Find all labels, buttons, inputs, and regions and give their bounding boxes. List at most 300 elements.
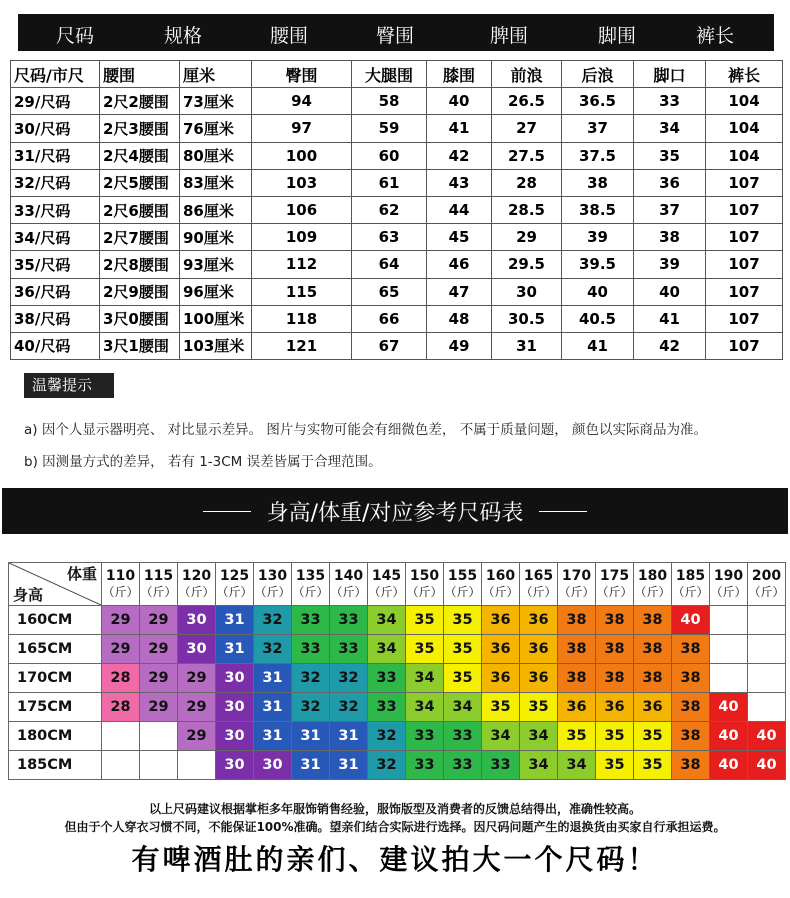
size-cell xyxy=(102,722,140,751)
table-cell: 32/尺码 xyxy=(11,169,100,196)
weight-value: 190 xyxy=(713,568,744,584)
weight-unit: （斤） xyxy=(520,585,557,599)
size-cell: 38 xyxy=(596,664,634,693)
table-row xyxy=(11,251,783,278)
size-cell: 36 xyxy=(520,606,558,635)
weight-unit: （斤） xyxy=(558,585,595,599)
table-cell: 45 xyxy=(427,224,492,251)
size-cell: 34 xyxy=(520,722,558,751)
weight-unit: （斤） xyxy=(596,585,633,599)
size-cell: 32 xyxy=(292,693,330,722)
weight-value: 180 xyxy=(637,568,668,584)
weight-unit: （斤） xyxy=(482,585,519,599)
size-cell: 34 xyxy=(482,722,520,751)
height-label-cell: 170CM xyxy=(9,664,102,693)
size-cell: 38 xyxy=(558,635,596,664)
footer-line-2: 但由于个人穿衣习惯不同，不能保证100%准确。望亲们结合实际进行选择。因尺码问题产生的退换货由买家自行承担运费。 xyxy=(64,820,726,834)
table-cell: 37 xyxy=(634,196,706,223)
size-cell: 33 xyxy=(444,722,482,751)
weight-value: 170 xyxy=(561,568,592,584)
weight-unit: （斤） xyxy=(254,585,291,599)
table-cell: 41 xyxy=(427,115,492,142)
size-cell: 33 xyxy=(292,635,330,664)
size-cell: 35 xyxy=(406,635,444,664)
table-cell: 66 xyxy=(352,305,427,332)
size-cell: 38 xyxy=(558,664,596,693)
table-cell: 44 xyxy=(427,196,492,223)
table-cell: 41 xyxy=(562,332,634,359)
size-cell: 29 xyxy=(178,722,216,751)
weight-header xyxy=(406,563,444,606)
weight-value: 165 xyxy=(523,568,554,584)
table-cell: 2尺2腰围 xyxy=(100,88,180,115)
table-cell: 39 xyxy=(634,251,706,278)
size-cell: 34 xyxy=(444,693,482,722)
weight-value: 140 xyxy=(333,568,364,584)
column-header: 大腿围 xyxy=(352,61,427,88)
table-cell: 63 xyxy=(352,224,427,251)
size-cell: 34 xyxy=(406,664,444,693)
weight-header xyxy=(330,563,368,606)
table-cell: 62 xyxy=(352,196,427,223)
divider-line xyxy=(203,511,251,512)
table-cell: 41 xyxy=(634,305,706,332)
weight-value: 110 xyxy=(105,568,136,584)
size-cell: 38 xyxy=(634,606,672,635)
table-cell: 28.5 xyxy=(492,196,562,223)
size-cell xyxy=(710,635,748,664)
table-cell: 38/尺码 xyxy=(11,305,100,332)
size-cell: 38 xyxy=(672,751,710,780)
table-cell: 43 xyxy=(427,169,492,196)
weight-unit: （斤） xyxy=(444,585,481,599)
table-cell: 48 xyxy=(427,305,492,332)
table-cell: 47 xyxy=(427,278,492,305)
height-label-cell: 165CM xyxy=(9,635,102,664)
table-cell: 42 xyxy=(427,142,492,169)
size-cell: 36 xyxy=(482,635,520,664)
weight-header xyxy=(140,563,178,606)
table-cell: 2尺3腰围 xyxy=(100,115,180,142)
weight-unit: （斤） xyxy=(178,585,215,599)
table-row xyxy=(11,278,783,305)
size-cell: 29 xyxy=(178,693,216,722)
size-cell: 29 xyxy=(140,693,178,722)
weight-unit: （斤） xyxy=(368,585,405,599)
table-cell: 35/尺码 xyxy=(11,251,100,278)
header-item: 脚围 xyxy=(598,25,637,47)
table-cell: 27.5 xyxy=(492,142,562,169)
weight-unit: （斤） xyxy=(748,585,785,599)
size-cell xyxy=(140,722,178,751)
weight-header xyxy=(254,563,292,606)
size-cell: 35 xyxy=(444,635,482,664)
table-cell: 107 xyxy=(706,278,783,305)
weight-value: 185 xyxy=(675,568,706,584)
table-cell: 35 xyxy=(634,142,706,169)
column-header: 腰围 xyxy=(100,61,180,88)
size-table xyxy=(10,60,783,360)
table-cell: 30.5 xyxy=(492,305,562,332)
table-cell: 107 xyxy=(706,305,783,332)
size-cell: 38 xyxy=(672,635,710,664)
header-item: 裤长 xyxy=(696,25,735,47)
footer-line-1: 以上尺码建议根据掌柜多年服饰销售经验，服饰版型及消费者的反馈总结得出，准确性较高。 xyxy=(148,802,641,816)
table-row xyxy=(11,142,783,169)
size-cell: 29 xyxy=(178,664,216,693)
table-cell: 30/尺码 xyxy=(11,115,100,142)
table-row xyxy=(11,332,783,359)
size-cell: 30 xyxy=(216,751,254,780)
header-item: 臀围 xyxy=(376,25,415,47)
column-header: 前浪 xyxy=(492,61,562,88)
table-cell: 80厘米 xyxy=(180,142,252,169)
table-cell: 73厘米 xyxy=(180,88,252,115)
size-cell: 30 xyxy=(178,606,216,635)
table-cell: 104 xyxy=(706,115,783,142)
weight-value: 150 xyxy=(409,568,440,584)
table-cell: 97 xyxy=(252,115,352,142)
table-cell: 112 xyxy=(252,251,352,278)
table-cell: 33/尺码 xyxy=(11,196,100,223)
table-cell: 2尺7腰围 xyxy=(100,224,180,251)
size-cell: 38 xyxy=(672,664,710,693)
size-cell: 33 xyxy=(444,751,482,780)
column-header: 裤长 xyxy=(706,61,783,88)
table-cell: 40 xyxy=(562,278,634,305)
size-cell: 31 xyxy=(254,693,292,722)
size-cell: 31 xyxy=(216,635,254,664)
weight-header xyxy=(178,563,216,606)
table-cell: 58 xyxy=(352,88,427,115)
size-cell: 29 xyxy=(102,635,140,664)
weight-value: 115 xyxy=(143,568,174,584)
table-cell: 107 xyxy=(706,251,783,278)
size-cell: 29 xyxy=(102,606,140,635)
table-cell: 33 xyxy=(634,88,706,115)
table-cell: 65 xyxy=(352,278,427,305)
size-cell: 33 xyxy=(406,751,444,780)
size-cell: 30 xyxy=(254,751,292,780)
table-cell: 2尺5腰围 xyxy=(100,169,180,196)
column-header: 臀围 xyxy=(252,61,352,88)
height-row xyxy=(9,751,786,780)
table-cell: 2尺9腰围 xyxy=(100,278,180,305)
table-cell: 121 xyxy=(252,332,352,359)
size-cell: 30 xyxy=(216,664,254,693)
table-cell: 107 xyxy=(706,196,783,223)
size-cell: 33 xyxy=(368,664,406,693)
table-cell: 38.5 xyxy=(562,196,634,223)
size-cell: 33 xyxy=(406,722,444,751)
size-cell: 32 xyxy=(368,722,406,751)
size-cell: 38 xyxy=(634,635,672,664)
table-row xyxy=(11,169,783,196)
tips-title: 温馨提示 xyxy=(24,373,114,398)
size-cell xyxy=(140,751,178,780)
size-cell: 40 xyxy=(710,722,748,751)
size-cell: 35 xyxy=(520,693,558,722)
table-cell: 40 xyxy=(634,278,706,305)
table-cell: 60 xyxy=(352,142,427,169)
size-cell: 35 xyxy=(444,606,482,635)
weight-header xyxy=(596,563,634,606)
table-cell: 26.5 xyxy=(492,88,562,115)
reference-title-bar xyxy=(2,488,788,534)
size-cell: 29 xyxy=(140,664,178,693)
weight-header xyxy=(216,563,254,606)
size-cell: 38 xyxy=(558,606,596,635)
height-row xyxy=(9,722,786,751)
slogan: 有啤酒肚的亲们、建议拍大一个尺码！ xyxy=(131,843,659,876)
size-cell: 35 xyxy=(558,722,596,751)
weight-header xyxy=(482,563,520,606)
table-row xyxy=(11,88,783,115)
table-cell: 100厘米 xyxy=(180,305,252,332)
weight-value: 135 xyxy=(295,568,326,584)
weight-header xyxy=(444,563,482,606)
table-cell: 29 xyxy=(492,224,562,251)
size-cell: 40 xyxy=(748,722,786,751)
table-cell: 2尺8腰围 xyxy=(100,251,180,278)
table-cell: 31/尺码 xyxy=(11,142,100,169)
table-cell: 106 xyxy=(252,196,352,223)
size-cell: 38 xyxy=(596,635,634,664)
size-cell: 36 xyxy=(520,664,558,693)
table-row xyxy=(11,305,783,332)
table-cell: 37.5 xyxy=(562,142,634,169)
table-cell: 64 xyxy=(352,251,427,278)
height-label-cell: 180CM xyxy=(9,722,102,751)
weight-header xyxy=(710,563,748,606)
table-cell: 103厘米 xyxy=(180,332,252,359)
size-cell: 33 xyxy=(482,751,520,780)
table-cell: 2尺4腰围 xyxy=(100,142,180,169)
corner-cell xyxy=(9,563,102,606)
size-cell: 32 xyxy=(254,606,292,635)
size-cell: 33 xyxy=(330,606,368,635)
reference-title: 身高/体重/对应参考尺码表 xyxy=(266,500,524,526)
table-cell: 36/尺码 xyxy=(11,278,100,305)
height-row xyxy=(9,693,786,722)
height-label-cell: 160CM xyxy=(9,606,102,635)
weight-header xyxy=(102,563,140,606)
weight-header xyxy=(634,563,672,606)
table-cell: 96厘米 xyxy=(180,278,252,305)
size-cell: 40 xyxy=(748,751,786,780)
table-cell: 100 xyxy=(252,142,352,169)
size-cell: 31 xyxy=(254,722,292,751)
size-cell: 32 xyxy=(368,751,406,780)
weight-unit: （斤） xyxy=(634,585,671,599)
column-header: 脚口 xyxy=(634,61,706,88)
size-cell: 31 xyxy=(330,751,368,780)
weight-header xyxy=(672,563,710,606)
size-cell: 33 xyxy=(330,635,368,664)
size-cell: 32 xyxy=(330,693,368,722)
table-cell: 94 xyxy=(252,88,352,115)
size-cell: 33 xyxy=(368,693,406,722)
table-cell: 93厘米 xyxy=(180,251,252,278)
table-cell: 3尺0腰围 xyxy=(100,305,180,332)
size-cell: 31 xyxy=(254,664,292,693)
table-cell: 109 xyxy=(252,224,352,251)
size-table-header xyxy=(11,61,783,88)
size-cell: 35 xyxy=(444,664,482,693)
size-cell: 34 xyxy=(368,635,406,664)
size-cell: 36 xyxy=(520,635,558,664)
table-cell: 39 xyxy=(562,224,634,251)
size-cell: 38 xyxy=(672,693,710,722)
table-cell: 61 xyxy=(352,169,427,196)
size-cell: 31 xyxy=(292,722,330,751)
column-header: 厘米 xyxy=(180,61,252,88)
table-cell: 34 xyxy=(634,115,706,142)
size-cell: 32 xyxy=(254,635,292,664)
size-cell: 35 xyxy=(634,722,672,751)
size-cell: 31 xyxy=(216,606,254,635)
weight-header xyxy=(292,563,330,606)
size-cell: 35 xyxy=(482,693,520,722)
size-cell: 36 xyxy=(558,693,596,722)
weight-label: 体重 xyxy=(66,565,97,583)
size-cell xyxy=(748,664,786,693)
size-cell: 31 xyxy=(330,722,368,751)
header-bar xyxy=(18,14,774,51)
size-cell: 38 xyxy=(672,722,710,751)
table-cell: 34/尺码 xyxy=(11,224,100,251)
size-cell: 34 xyxy=(406,693,444,722)
table-cell: 118 xyxy=(252,305,352,332)
table-cell: 40.5 xyxy=(562,305,634,332)
size-cell: 35 xyxy=(406,606,444,635)
table-cell: 46 xyxy=(427,251,492,278)
size-cell: 34 xyxy=(558,751,596,780)
size-cell: 36 xyxy=(634,693,672,722)
header-item: 规格 xyxy=(164,25,203,47)
weight-header xyxy=(368,563,406,606)
weight-unit: （斤） xyxy=(330,585,367,599)
size-cell: 32 xyxy=(330,664,368,693)
table-cell: 59 xyxy=(352,115,427,142)
table-cell: 104 xyxy=(706,142,783,169)
size-cell: 36 xyxy=(482,606,520,635)
table-cell: 29/尺码 xyxy=(11,88,100,115)
weight-value: 200 xyxy=(751,568,782,584)
size-cell: 31 xyxy=(292,751,330,780)
height-weight-table xyxy=(8,562,786,780)
size-cell xyxy=(748,606,786,635)
size-cell xyxy=(710,664,748,693)
header-item: 脾围 xyxy=(490,25,529,47)
weight-unit: （斤） xyxy=(216,585,253,599)
size-cell: 38 xyxy=(634,664,672,693)
weight-header-row xyxy=(9,563,786,606)
weight-header xyxy=(520,563,558,606)
tip-b: b) 因测量方式的差异， 若有 1-3CM 误差皆属于合理范围。 xyxy=(24,454,382,470)
size-cell xyxy=(710,606,748,635)
table-cell: 86厘米 xyxy=(180,196,252,223)
table-cell: 115 xyxy=(252,278,352,305)
size-cell: 36 xyxy=(482,664,520,693)
size-cell: 29 xyxy=(140,635,178,664)
weight-value: 130 xyxy=(257,568,288,584)
table-cell: 29.5 xyxy=(492,251,562,278)
table-cell: 28 xyxy=(492,169,562,196)
table-cell: 107 xyxy=(706,224,783,251)
header-item: 腰围 xyxy=(270,25,309,47)
weight-unit: （斤） xyxy=(406,585,443,599)
table-cell: 36 xyxy=(634,169,706,196)
size-cell: 30 xyxy=(216,722,254,751)
weight-unit: （斤） xyxy=(140,585,177,599)
table-cell: 37 xyxy=(562,115,634,142)
size-cell: 34 xyxy=(520,751,558,780)
table-cell: 42 xyxy=(634,332,706,359)
weight-unit: （斤） xyxy=(292,585,329,599)
table-cell: 36.5 xyxy=(562,88,634,115)
height-row xyxy=(9,635,786,664)
size-cell: 35 xyxy=(596,722,634,751)
size-cell xyxy=(102,751,140,780)
size-cell: 30 xyxy=(216,693,254,722)
size-cell: 33 xyxy=(292,606,330,635)
size-cell: 34 xyxy=(368,606,406,635)
size-cell: 29 xyxy=(140,606,178,635)
height-label-cell: 185CM xyxy=(9,751,102,780)
table-cell: 38 xyxy=(562,169,634,196)
weight-value: 125 xyxy=(219,568,250,584)
table-cell: 40/尺码 xyxy=(11,332,100,359)
table-cell: 38 xyxy=(634,224,706,251)
table-row xyxy=(11,115,783,142)
weight-value: 155 xyxy=(447,568,478,584)
height-label: 身高 xyxy=(13,586,44,604)
size-cell: 28 xyxy=(102,664,140,693)
column-header: 膝围 xyxy=(427,61,492,88)
weight-value: 160 xyxy=(485,568,516,584)
height-row xyxy=(9,606,786,635)
table-cell: 83厘米 xyxy=(180,169,252,196)
table-cell: 76厘米 xyxy=(180,115,252,142)
size-cell: 40 xyxy=(710,693,748,722)
size-cell: 30 xyxy=(178,635,216,664)
weight-value: 120 xyxy=(181,568,212,584)
size-cell: 35 xyxy=(634,751,672,780)
height-label-cell: 175CM xyxy=(9,693,102,722)
table-cell: 107 xyxy=(706,169,783,196)
table-cell: 40 xyxy=(427,88,492,115)
weight-value: 175 xyxy=(599,568,630,584)
size-cell: 28 xyxy=(102,693,140,722)
weight-header xyxy=(558,563,596,606)
table-cell: 27 xyxy=(492,115,562,142)
size-cell xyxy=(748,635,786,664)
weight-unit: （斤） xyxy=(672,585,709,599)
size-cell: 38 xyxy=(596,606,634,635)
weight-unit: （斤） xyxy=(710,585,747,599)
table-cell: 67 xyxy=(352,332,427,359)
size-cell xyxy=(748,693,786,722)
size-cell: 40 xyxy=(672,606,710,635)
table-cell: 31 xyxy=(492,332,562,359)
table-cell: 2尺6腰围 xyxy=(100,196,180,223)
size-cell xyxy=(178,751,216,780)
table-cell: 104 xyxy=(706,88,783,115)
weight-value: 145 xyxy=(371,568,402,584)
size-cell: 36 xyxy=(596,693,634,722)
size-cell: 32 xyxy=(292,664,330,693)
